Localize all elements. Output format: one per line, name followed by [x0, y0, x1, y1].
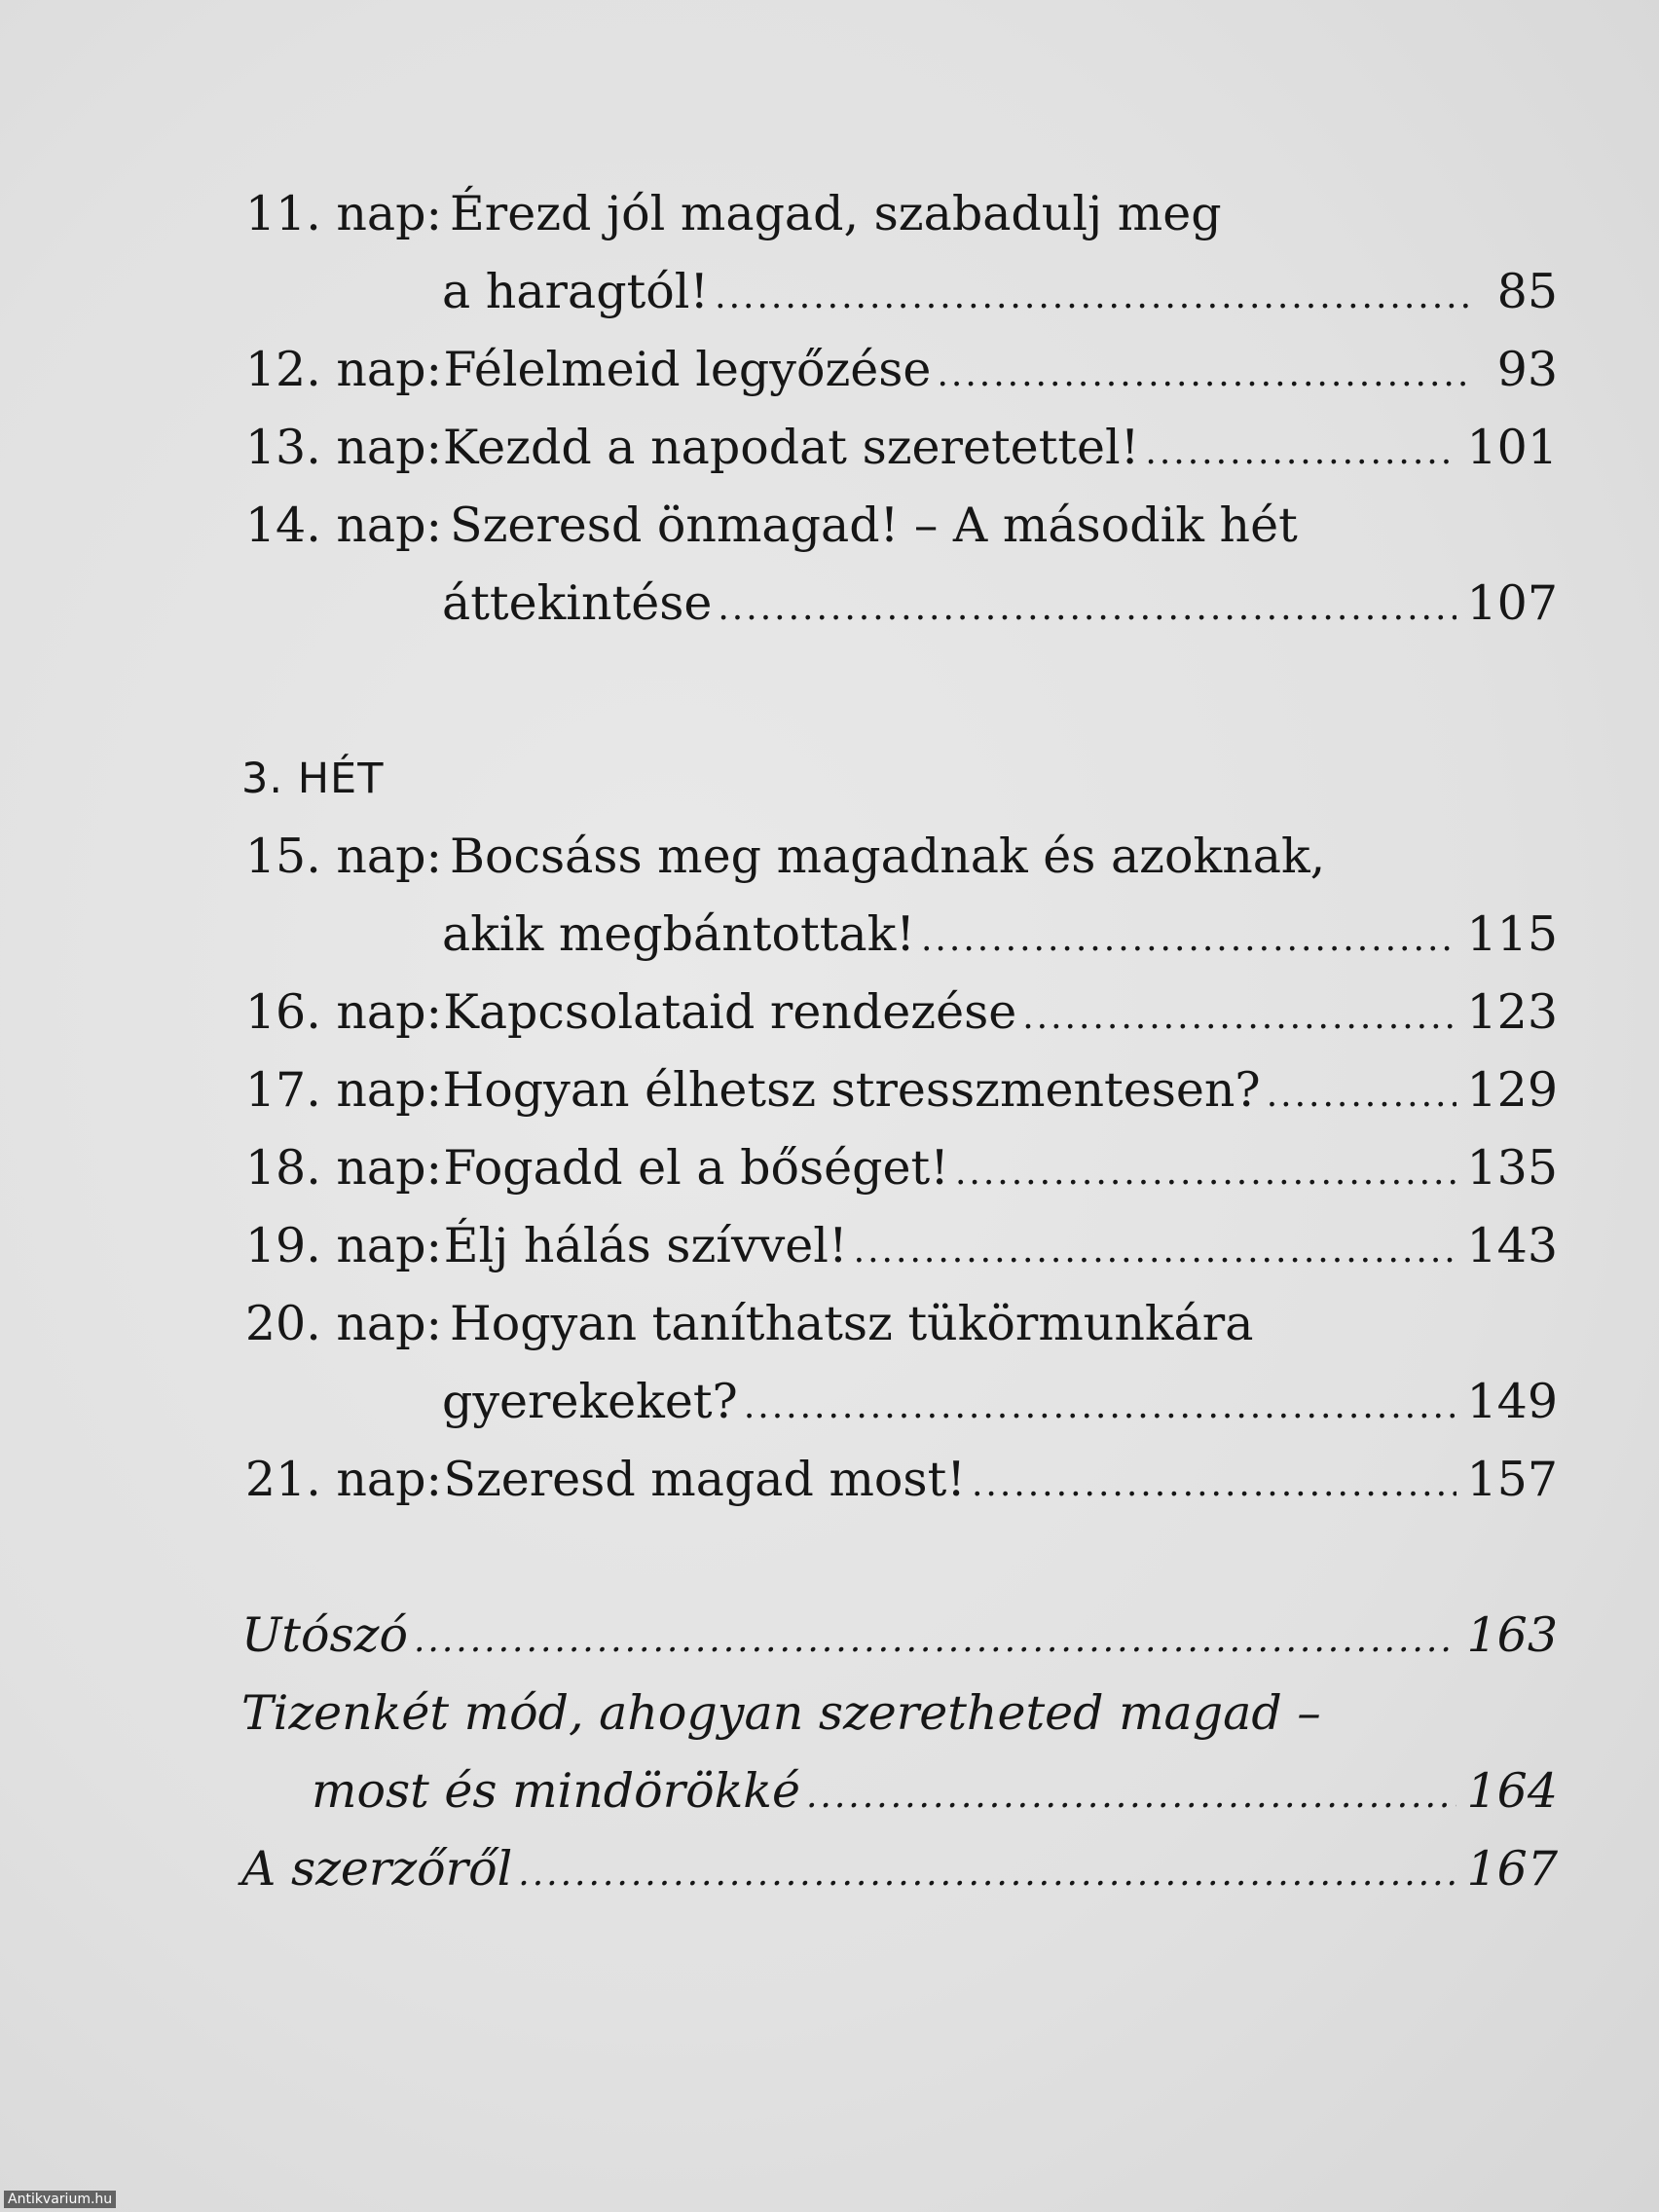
dot-leader	[972, 1446, 1457, 1524]
dot-leader	[718, 570, 1456, 647]
page-number: 157	[1466, 1452, 1558, 1507]
toc-line	[241, 896, 1558, 974]
entry-title: Élj hálás szívvel!	[443, 1218, 848, 1273]
day-label: 13. nap:	[244, 420, 442, 475]
entry-title: Fogadd el a bőséget!	[443, 1140, 949, 1196]
toc-entry-day-11	[241, 175, 1558, 331]
page-number: 101	[1466, 420, 1558, 475]
toc-line	[241, 1752, 1558, 1830]
page-number: 135	[1466, 1140, 1558, 1196]
day-label: 20. nap:	[244, 1296, 442, 1351]
toc-line	[241, 1830, 1558, 1908]
day-label: 14. nap:	[244, 498, 442, 553]
entry-title: Érezd jól magad, szabadulj meg	[450, 186, 1222, 241]
page-number: 164	[1466, 1763, 1558, 1819]
toc-entry-about-author	[241, 1830, 1558, 1908]
page-number: 123	[1466, 984, 1558, 1040]
dot-leader	[1145, 414, 1456, 492]
day-label: 17. nap:	[244, 1062, 442, 1118]
entry-title: Kezdd a napodat szeretettel!	[442, 420, 1140, 475]
watermark: Antikvarium.hu	[4, 2191, 116, 2208]
dot-leader	[1267, 1056, 1457, 1134]
toc-entry-day-19	[241, 1207, 1558, 1285]
dot-leader	[715, 258, 1470, 336]
dot-leader	[937, 336, 1470, 414]
day-label: 19. nap:	[244, 1218, 442, 1273]
page-number: 167	[1466, 1841, 1558, 1897]
dot-leader	[518, 1835, 1456, 1913]
dot-leader	[806, 1757, 1457, 1835]
toc-entry-day-13	[241, 409, 1558, 487]
day-label: 16. nap:	[244, 984, 442, 1040]
entry-title: Szeresd magad most!	[443, 1452, 966, 1507]
toc-line	[241, 1441, 1558, 1519]
entry-title: Utószó	[241, 1607, 408, 1663]
entry-title: Kapcsolataid rendezése	[443, 984, 1017, 1040]
entry-title-continuation: most és mindörökké	[312, 1763, 800, 1819]
dot-leader	[1022, 978, 1456, 1056]
toc-entry-day-20	[241, 1285, 1558, 1441]
toc-entry-day-14	[241, 487, 1558, 643]
page-number: 107	[1466, 575, 1558, 631]
entry-title: Hogyan élhetsz stresszmentesen?	[442, 1062, 1261, 1118]
toc-line	[241, 487, 1558, 565]
entry-title: Tizenkét mód, ahogyan szeretheted magad –	[241, 1685, 1321, 1741]
entry-title: A szerzőről	[241, 1841, 513, 1897]
dot-leader	[854, 1212, 1457, 1290]
toc-line	[241, 1363, 1558, 1441]
toc-entry-day-15	[241, 818, 1558, 974]
section-heading-week-3: 3. HÉT	[241, 755, 385, 803]
toc-line	[241, 331, 1558, 409]
toc-entry-twelve-ways	[241, 1675, 1558, 1830]
toc-line	[241, 253, 1558, 331]
day-label: 11. nap:	[244, 186, 442, 241]
page-number: 93	[1496, 342, 1558, 397]
toc-line	[241, 175, 1558, 253]
page-number: 143	[1466, 1218, 1558, 1273]
dot-leader	[921, 901, 1456, 978]
entry-title-continuation: gyerekeket?	[442, 1374, 738, 1429]
entry-title-continuation: akik megbántottak!	[442, 906, 915, 962]
toc-line	[241, 1207, 1558, 1285]
entry-title: Félelmeid legyőzése	[443, 342, 932, 397]
toc-line	[241, 409, 1558, 487]
table-of-contents	[241, 175, 1558, 1908]
toc-line	[241, 1675, 1558, 1752]
page-number: 85	[1496, 264, 1558, 319]
toc-line	[241, 974, 1558, 1051]
dot-leader	[955, 1134, 1457, 1212]
day-label: 21. nap:	[244, 1452, 442, 1507]
dot-leader	[744, 1368, 1457, 1446]
page-number: 149	[1466, 1374, 1558, 1429]
page-number: 115	[1466, 906, 1558, 962]
toc-line	[241, 1051, 1558, 1129]
toc-line	[241, 1285, 1558, 1363]
toc-entry-day-17	[241, 1051, 1558, 1129]
toc-entry-day-16	[241, 974, 1558, 1051]
entry-title-continuation: áttekintése	[442, 575, 713, 631]
entry-title: Bocsáss meg magadnak és azoknak,	[450, 829, 1326, 884]
page-number: 129	[1466, 1062, 1558, 1118]
entry-title-continuation: a haragtól!	[442, 264, 710, 319]
toc-line	[241, 1597, 1558, 1675]
entry-title: Szeresd önmagad! – A második hét	[450, 498, 1298, 553]
day-label: 12. nap:	[244, 342, 442, 397]
dot-leader	[414, 1602, 1457, 1679]
toc-entry-day-21	[241, 1441, 1558, 1519]
day-label: 15. nap:	[244, 829, 442, 884]
toc-line	[241, 818, 1558, 896]
toc-line	[241, 565, 1558, 643]
toc-line	[241, 1129, 1558, 1207]
toc-entry-day-18	[241, 1129, 1558, 1207]
day-label: 18. nap:	[244, 1140, 442, 1196]
page-number: 163	[1466, 1607, 1558, 1663]
toc-entry-day-12	[241, 331, 1558, 409]
entry-title: Hogyan taníthatsz tükörmunkára	[450, 1296, 1254, 1351]
toc-entry-afterword	[241, 1597, 1558, 1675]
